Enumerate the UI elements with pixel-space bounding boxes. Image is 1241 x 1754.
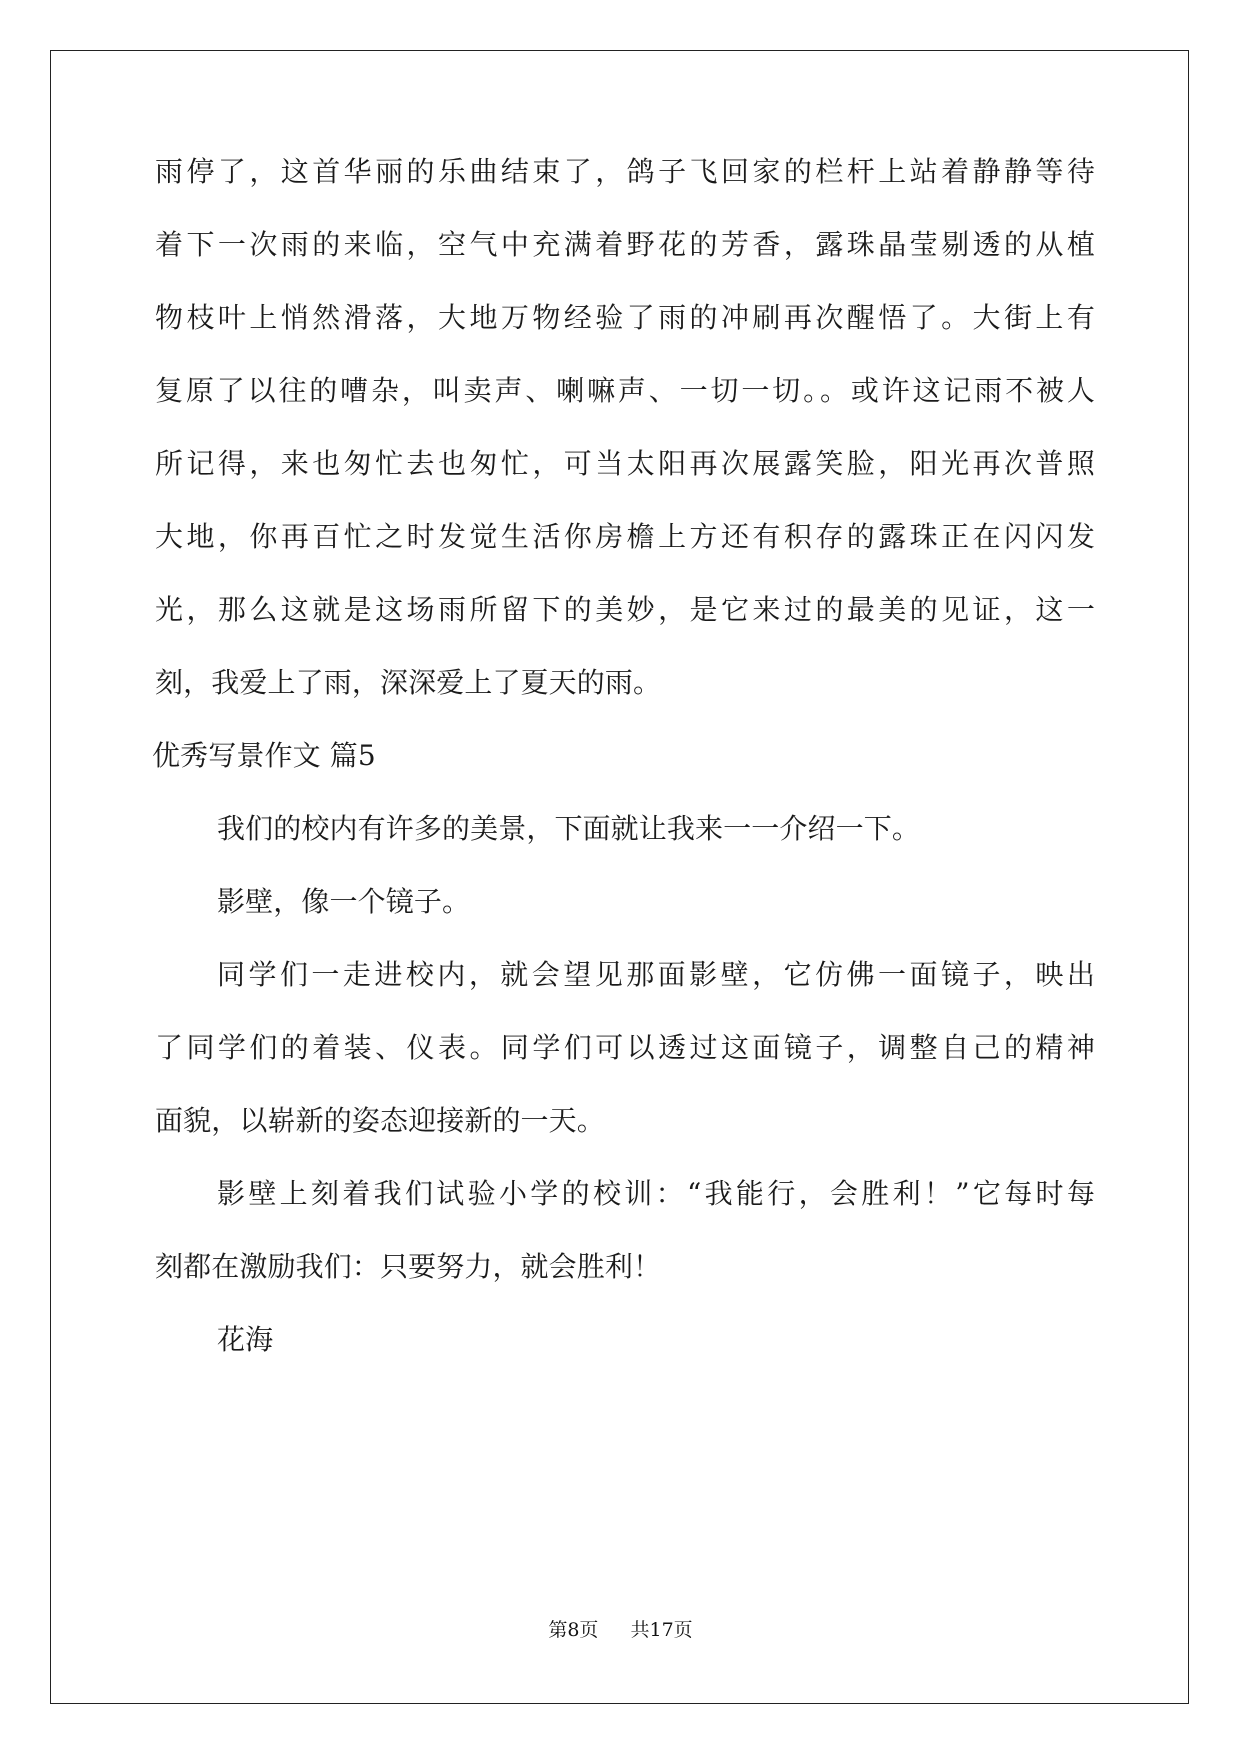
page-number: 第8页: [548, 1619, 599, 1641]
page-frame: [50, 50, 1189, 1704]
body-line: 了同学们的着装、仪表。同学们可以透过这面镜子，调整自己的精神: [155, 1031, 1095, 1064]
paragraph-line: 刻，我爱上了雨，深深爱上了夏天的雨。: [155, 666, 662, 699]
body-line: 我们的校内有许多的美景，下面就让我来一一介绍一下。: [217, 812, 921, 845]
body-line: 影壁，像一个镜子。: [217, 885, 471, 918]
body-line: 同学们一走进校内，就会望见那面影壁，它仿佛一面镜子，映出: [217, 958, 1095, 991]
paragraph-line: 光，那么这就是这场雨所留下的美妙，是它来过的最美的见证，这一: [155, 593, 1095, 626]
paragraph-line: 物枝叶上悄然滑落，大地万物经验了雨的冲刷再次醒悟了。大街上有: [155, 301, 1095, 334]
paragraph-line: 所记得，来也匆忙去也匆忙，可当太阳再次展露笑脸，阳光再次普照: [155, 447, 1095, 480]
section-heading: 优秀写景作文 篇5: [152, 739, 376, 772]
paragraph-line: 复原了以往的嘈杂，叫卖声、喇嘛声、一切一切。。或许这记雨不被人: [155, 374, 1095, 407]
body-line: 影壁上刻着我们试验小学的校训：“我能行，会胜利！”它每时每: [217, 1177, 1095, 1210]
paragraph-line: 大地，你再百忙之时发觉生活你房檐上方还有积存的露珠正在闪闪发: [155, 520, 1095, 553]
body-line: 花海: [217, 1323, 274, 1356]
page-footer: [0, 1618, 1241, 1642]
page-total: 共17页: [630, 1619, 693, 1641]
paragraph-line: 着下一次雨的来临，空气中充满着野花的芳香，露珠晶莹剔透的从植: [155, 228, 1095, 261]
body-line: 刻都在激励我们：只要努力，就会胜利！: [155, 1250, 662, 1283]
body-line: 面貌，以崭新的姿态迎接新的一天。: [155, 1104, 605, 1137]
paragraph-line: 雨停了，这首华丽的乐曲结束了，鸽子飞回家的栏杆上站着静静等待: [155, 155, 1095, 188]
